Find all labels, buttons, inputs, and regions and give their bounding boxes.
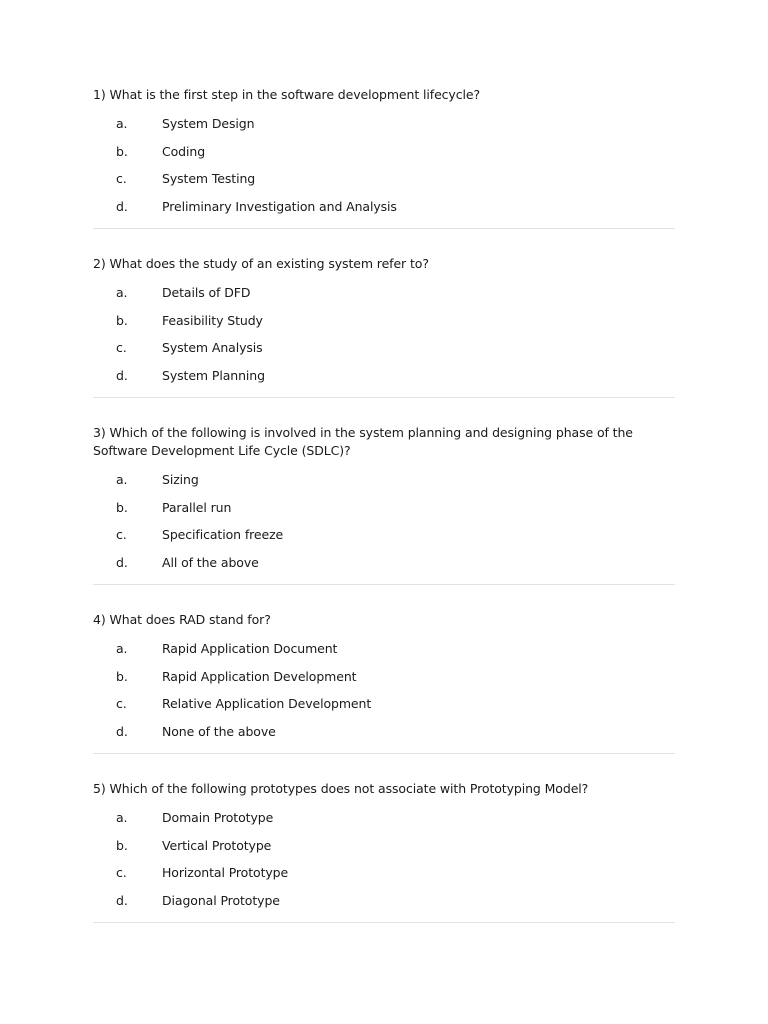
- option-c: [93, 334, 675, 362]
- option-text: System Design: [162, 116, 255, 132]
- option-text: Preliminary Investigation and Analysis: [162, 198, 397, 214]
- option-letter: b.: [116, 312, 128, 328]
- option-list: [93, 635, 675, 745]
- option-text: All of the above: [162, 554, 259, 570]
- option-list: [93, 279, 675, 389]
- option-text: Feasibility Study: [162, 312, 263, 328]
- option-letter: b.: [116, 837, 128, 853]
- option-d: [93, 718, 675, 746]
- option-letter: c.: [116, 527, 127, 543]
- option-text: Coding: [162, 143, 206, 159]
- option-list: [93, 110, 675, 220]
- option-letter: b.: [116, 499, 128, 515]
- option-letter: c.: [116, 340, 127, 356]
- option-d: [93, 193, 675, 221]
- option-letter: d.: [116, 723, 128, 739]
- option-b: [93, 663, 675, 691]
- option-text: System Analysis: [162, 340, 263, 356]
- option-text: None of the above: [162, 723, 276, 739]
- question-text: 3) Which of the following is involved in the system planning and designing phase of the Software Development Life Cycle (SDLC)?: [93, 425, 633, 458]
- option-a: [93, 466, 675, 494]
- option-text: Sizing: [162, 472, 199, 488]
- option-c: [93, 521, 675, 549]
- option-c: [93, 165, 675, 193]
- option-letter: c.: [116, 171, 127, 187]
- option-b: [93, 832, 675, 860]
- question-5: [93, 780, 675, 923]
- option-letter: c.: [116, 865, 127, 881]
- option-a: [93, 279, 675, 307]
- option-c: [93, 859, 675, 887]
- option-a: [93, 635, 675, 663]
- option-a: [93, 110, 675, 138]
- option-letter: d.: [116, 198, 128, 214]
- quiz-document: [93, 86, 675, 949]
- option-letter: d.: [116, 554, 128, 570]
- question-text: 1) What is the first step in the software development lifecycle?: [93, 87, 480, 102]
- option-list: [93, 466, 675, 576]
- option-letter: a.: [116, 116, 128, 132]
- option-a: [93, 804, 675, 832]
- option-text: Rapid Application Document: [162, 641, 338, 657]
- question-text: 4) What does RAD stand for?: [93, 612, 271, 627]
- question-2: [93, 255, 675, 398]
- option-text: Vertical Prototype: [162, 837, 272, 853]
- option-b: [93, 494, 675, 522]
- question-text: 2) What does the study of an existing system refer to?: [93, 256, 429, 271]
- option-d: [93, 887, 675, 915]
- option-text: System Testing: [162, 171, 256, 187]
- option-letter: b.: [116, 143, 128, 159]
- option-text: System Planning: [162, 367, 265, 383]
- option-text: Details of DFD: [162, 285, 251, 301]
- question-1: [93, 86, 675, 229]
- option-letter: b.: [116, 668, 128, 684]
- option-letter: a.: [116, 472, 128, 488]
- question-4: [93, 611, 675, 754]
- option-text: Diagonal Prototype: [162, 892, 280, 908]
- option-text: Specification freeze: [162, 527, 284, 543]
- option-text: Parallel run: [162, 499, 232, 515]
- option-text: Domain Prototype: [162, 810, 274, 826]
- option-text: Relative Application Development: [162, 696, 372, 712]
- option-letter: a.: [116, 641, 128, 657]
- question-3: [93, 424, 675, 585]
- option-letter: a.: [116, 810, 128, 826]
- option-letter: d.: [116, 367, 128, 383]
- option-text: Rapid Application Development: [162, 668, 357, 684]
- option-letter: a.: [116, 285, 128, 301]
- option-b: [93, 307, 675, 335]
- option-b: [93, 138, 675, 166]
- option-d: [93, 362, 675, 390]
- option-list: [93, 804, 675, 914]
- option-letter: d.: [116, 892, 128, 908]
- option-text: Horizontal Prototype: [162, 865, 289, 881]
- option-letter: c.: [116, 696, 127, 712]
- option-c: [93, 690, 675, 718]
- question-text: 5) Which of the following prototypes does not associate with Prototyping Model?: [93, 781, 589, 796]
- option-d: [93, 549, 675, 577]
